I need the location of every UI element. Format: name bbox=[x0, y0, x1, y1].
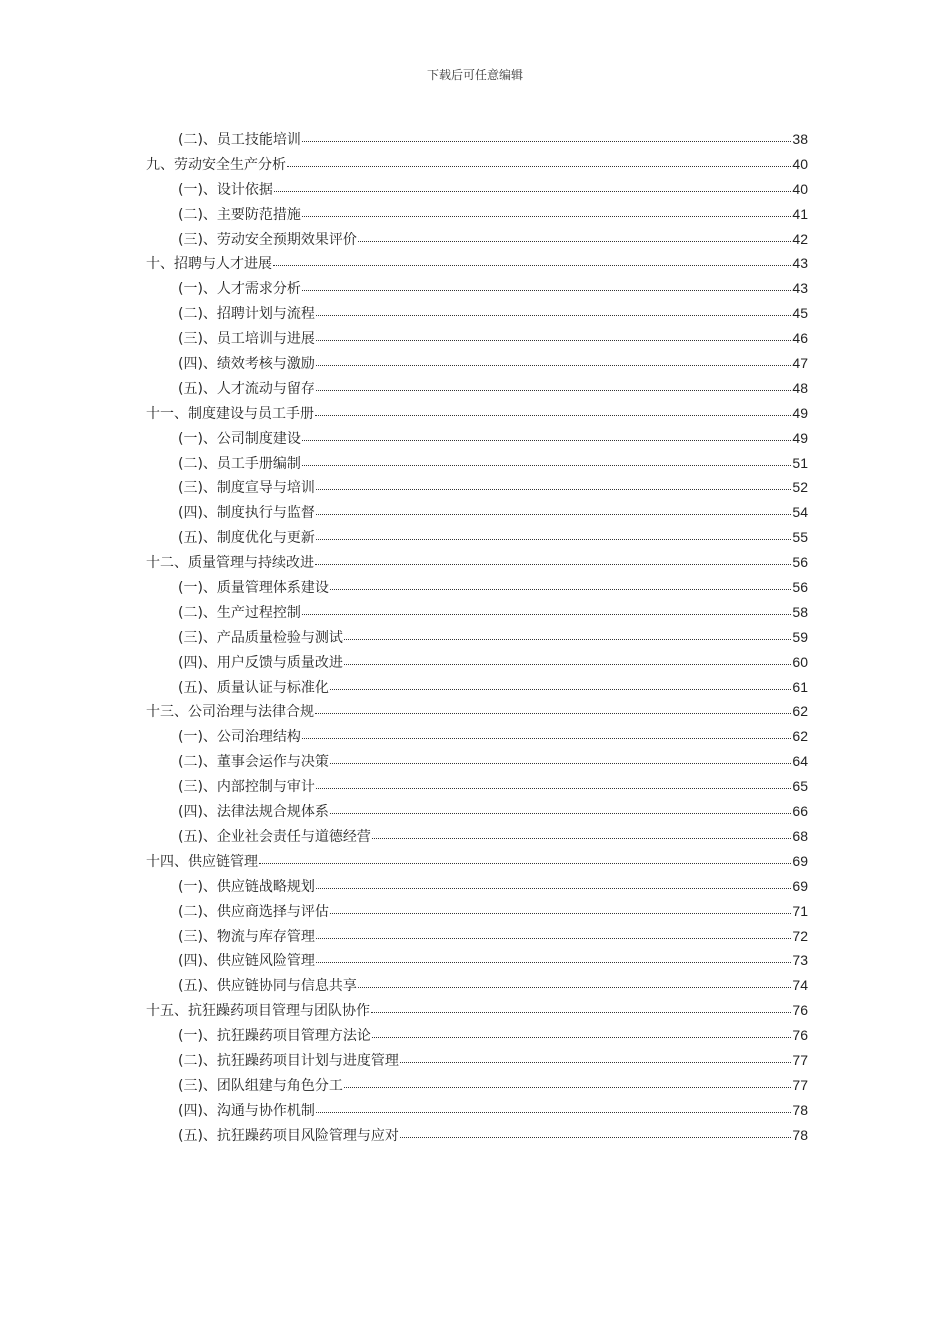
toc-entry-label: (一)、人才需求分析 bbox=[178, 281, 301, 298]
toc-entry-label: (三)、内部控制与审计 bbox=[178, 779, 315, 796]
toc-section-entry[interactable] bbox=[146, 301, 808, 326]
toc-section-entry[interactable] bbox=[146, 874, 808, 899]
toc-entry-page-number: 46 bbox=[792, 330, 808, 347]
toc-section-entry[interactable] bbox=[146, 799, 808, 824]
toc-entry-label: (二)、董事会运作与决策 bbox=[178, 754, 329, 771]
toc-entry-page-number: 43 bbox=[792, 255, 808, 272]
toc-dot-leader bbox=[302, 286, 791, 291]
toc-entry-page-number: 43 bbox=[792, 280, 808, 297]
toc-dot-leader bbox=[316, 311, 791, 316]
toc-entry-label: (二)、抗狂躁药项目计划与进度管理 bbox=[178, 1052, 399, 1069]
toc-entry-label: (三)、员工培训与进展 bbox=[178, 331, 315, 348]
toc-section-entry[interactable] bbox=[146, 948, 808, 973]
toc-entry-label: (四)、绩效考核与激励 bbox=[178, 356, 315, 373]
toc-dot-leader bbox=[330, 759, 791, 764]
toc-section-entry[interactable] bbox=[146, 202, 808, 227]
toc-dot-leader bbox=[274, 187, 791, 192]
toc-entry-label: (二)、员工手册编制 bbox=[178, 455, 301, 472]
toc-section-entry[interactable] bbox=[146, 824, 808, 849]
toc-dot-leader bbox=[344, 635, 791, 640]
toc-entry-label: (三)、物流与库存管理 bbox=[178, 928, 315, 945]
toc-dot-leader bbox=[316, 361, 791, 366]
toc-entry-label: (五)、质量认证与标准化 bbox=[178, 679, 329, 696]
toc-dot-leader bbox=[302, 734, 791, 739]
toc-dot-leader bbox=[316, 884, 791, 889]
toc-entry-label: 九、劳动安全生产分析 bbox=[146, 156, 286, 173]
toc-section-entry[interactable] bbox=[146, 1123, 808, 1148]
toc-section-entry[interactable] bbox=[146, 924, 808, 949]
toc-dot-leader bbox=[316, 336, 791, 341]
toc-section-entry[interactable] bbox=[146, 724, 808, 749]
toc-dot-leader bbox=[330, 585, 791, 590]
toc-chapter-entry[interactable] bbox=[146, 550, 808, 575]
toc-entry-label: (一)、公司制度建设 bbox=[178, 430, 301, 447]
toc-dot-leader bbox=[344, 660, 791, 665]
toc-dot-leader bbox=[315, 560, 791, 565]
toc-section-entry[interactable] bbox=[146, 1073, 808, 1098]
toc-entry-page-number: 77 bbox=[792, 1076, 808, 1093]
toc-entry-label: (五)、人才流动与留存 bbox=[178, 380, 315, 397]
toc-entry-page-number: 68 bbox=[792, 827, 808, 844]
toc-chapter-entry[interactable] bbox=[146, 401, 808, 426]
toc-chapter-entry[interactable] bbox=[146, 998, 808, 1023]
toc-section-entry[interactable] bbox=[146, 177, 808, 202]
toc-dot-leader bbox=[316, 510, 791, 515]
toc-entry-label: (五)、抗狂躁药项目风险管理与应对 bbox=[178, 1127, 399, 1144]
toc-entry-page-number: 78 bbox=[792, 1101, 808, 1118]
toc-section-entry[interactable] bbox=[146, 1098, 808, 1123]
toc-section-entry[interactable] bbox=[146, 127, 808, 152]
toc-entry-label: (二)、生产过程控制 bbox=[178, 604, 301, 621]
toc-dot-leader bbox=[316, 934, 791, 939]
toc-entry-label: (二)、招聘计划与流程 bbox=[178, 306, 315, 323]
toc-entry-page-number: 54 bbox=[792, 504, 808, 521]
page-header: 下载后可任意编辑 bbox=[426, 68, 523, 82]
toc-chapter-entry[interactable] bbox=[146, 849, 808, 874]
toc-section-entry[interactable] bbox=[146, 376, 808, 401]
toc-entry-page-number: 45 bbox=[792, 305, 808, 322]
toc-section-entry[interactable] bbox=[146, 774, 808, 799]
toc-entry-label: (二)、员工技能培训 bbox=[178, 132, 301, 148]
toc-section-entry[interactable] bbox=[146, 227, 808, 252]
toc-dot-leader bbox=[358, 983, 791, 988]
toc-section-entry[interactable] bbox=[146, 351, 808, 376]
toc-entry-page-number: 62 bbox=[792, 703, 808, 720]
toc-entry-label: (一)、质量管理体系建设 bbox=[178, 580, 329, 597]
toc-entry-page-number: 56 bbox=[792, 554, 808, 571]
toc-entry-page-number: 71 bbox=[792, 902, 808, 919]
toc-entry-page-number: 41 bbox=[792, 205, 808, 222]
toc-entry-page-number: 61 bbox=[792, 678, 808, 695]
toc-entry-page-number: 69 bbox=[792, 877, 808, 894]
toc-dot-leader bbox=[330, 809, 791, 814]
toc-section-entry[interactable] bbox=[146, 1023, 808, 1048]
toc-dot-leader bbox=[302, 610, 791, 615]
toc-dot-leader bbox=[400, 1133, 791, 1138]
toc-section-entry[interactable] bbox=[146, 426, 808, 451]
toc-dot-leader bbox=[371, 1008, 791, 1013]
toc-chapter-entry[interactable] bbox=[146, 251, 808, 276]
toc-section-entry[interactable] bbox=[146, 899, 808, 924]
toc-entry-page-number: 55 bbox=[792, 529, 808, 546]
toc-section-entry[interactable] bbox=[146, 625, 808, 650]
toc-dot-leader bbox=[316, 485, 791, 490]
toc-section-entry[interactable] bbox=[146, 326, 808, 351]
toc-entry-label: (一)、公司治理结构 bbox=[178, 729, 301, 746]
toc-section-entry[interactable] bbox=[146, 600, 808, 625]
toc-entry-label: 十一、制度建设与员工手册 bbox=[146, 405, 314, 422]
toc-dot-leader bbox=[302, 212, 791, 217]
toc-entry-label: (五)、企业社会责任与道德经营 bbox=[178, 828, 371, 845]
toc-entry-page-number: 58 bbox=[792, 603, 808, 620]
toc-dot-leader bbox=[316, 386, 791, 391]
toc-dot-leader bbox=[330, 909, 791, 914]
toc-entry-page-number: 74 bbox=[792, 977, 808, 994]
toc-entry-page-number: 66 bbox=[792, 803, 808, 820]
toc-entry-label: (四)、法律法规合规体系 bbox=[178, 804, 329, 821]
toc-entry-label: 十二、质量管理与持续改进 bbox=[146, 555, 314, 572]
toc-section-entry[interactable] bbox=[146, 451, 808, 476]
toc-dot-leader bbox=[316, 535, 791, 540]
toc-entry-label: 十四、供应链管理 bbox=[146, 853, 258, 870]
toc-section-entry[interactable] bbox=[146, 475, 808, 500]
toc-dot-leader bbox=[372, 834, 791, 839]
toc-dot-leader bbox=[316, 784, 791, 789]
toc-entry-label: (四)、供应链风险管理 bbox=[178, 953, 315, 970]
toc-entry-page-number: 40 bbox=[792, 180, 808, 197]
toc-entry-label: (四)、沟通与协作机制 bbox=[178, 1102, 315, 1119]
toc-entry-page-number: 64 bbox=[792, 753, 808, 770]
toc-dot-leader bbox=[302, 137, 791, 142]
toc-entry-page-number: 49 bbox=[792, 429, 808, 446]
toc-entry-page-number: 56 bbox=[792, 579, 808, 596]
toc-entry-label: (三)、劳动安全预期效果评价 bbox=[178, 231, 357, 248]
toc-dot-leader bbox=[330, 685, 791, 690]
toc-dot-leader bbox=[358, 237, 791, 242]
toc-dot-leader bbox=[372, 1033, 791, 1038]
toc-entry-page-number: 72 bbox=[792, 927, 808, 944]
toc-entry-label: 十、招聘与人才进展 bbox=[146, 256, 272, 273]
toc-dot-leader bbox=[400, 1058, 791, 1063]
toc-entry-label: (三)、产品质量检验与测试 bbox=[178, 629, 343, 646]
toc-entry-page-number: 42 bbox=[792, 230, 808, 247]
toc-entry-page-number: 47 bbox=[792, 355, 808, 372]
toc-dot-leader bbox=[302, 461, 791, 466]
toc-dot-leader bbox=[259, 859, 791, 864]
toc-entry-page-number: 38 bbox=[792, 131, 808, 147]
toc-entry-label: (一)、设计依据 bbox=[178, 181, 273, 198]
toc-entry-page-number: 48 bbox=[792, 379, 808, 396]
toc-entry-label: (三)、团队组建与角色分工 bbox=[178, 1077, 343, 1094]
table-of-contents bbox=[146, 127, 808, 1148]
toc-entry-label: (四)、制度执行与监督 bbox=[178, 505, 315, 522]
toc-entry-page-number: 49 bbox=[792, 404, 808, 421]
toc-entry-label: 十五、抗狂躁药项目管理与团队协作 bbox=[146, 1003, 370, 1020]
toc-entry-label: (三)、制度宣导与培训 bbox=[178, 480, 315, 497]
toc-entry-page-number: 40 bbox=[792, 155, 808, 172]
toc-entry-label: (一)、供应链战略规划 bbox=[178, 878, 315, 895]
toc-entry-page-number: 69 bbox=[792, 852, 808, 869]
toc-dot-leader bbox=[273, 261, 791, 266]
toc-dot-leader bbox=[316, 1108, 791, 1113]
toc-entry-page-number: 59 bbox=[792, 628, 808, 645]
toc-entry-page-number: 76 bbox=[792, 1027, 808, 1044]
toc-section-entry[interactable] bbox=[146, 749, 808, 774]
toc-section-entry[interactable] bbox=[146, 500, 808, 525]
toc-entry-label: (二)、主要防范措施 bbox=[178, 206, 301, 223]
toc-entry-label: (五)、供应链协同与信息共享 bbox=[178, 978, 357, 995]
toc-entry-page-number: 76 bbox=[792, 1002, 808, 1019]
toc-entry-page-number: 77 bbox=[792, 1051, 808, 1068]
toc-dot-leader bbox=[315, 709, 791, 714]
toc-entry-label: 十三、公司治理与法律合规 bbox=[146, 704, 314, 721]
toc-section-entry[interactable] bbox=[146, 973, 808, 998]
toc-section-entry[interactable] bbox=[146, 276, 808, 301]
toc-entry-page-number: 73 bbox=[792, 952, 808, 969]
toc-dot-leader bbox=[287, 162, 791, 167]
toc-entry-page-number: 51 bbox=[792, 454, 808, 471]
toc-dot-leader bbox=[315, 411, 791, 416]
toc-dot-leader bbox=[344, 1083, 791, 1088]
toc-entry-page-number: 78 bbox=[792, 1126, 808, 1143]
toc-entry-page-number: 60 bbox=[792, 653, 808, 670]
toc-chapter-entry[interactable] bbox=[146, 152, 808, 177]
toc-section-entry[interactable] bbox=[146, 575, 808, 600]
toc-entry-page-number: 65 bbox=[792, 778, 808, 795]
toc-entry-page-number: 62 bbox=[792, 728, 808, 745]
toc-dot-leader bbox=[316, 958, 791, 963]
toc-entry-label: (四)、用户反馈与质量改进 bbox=[178, 654, 343, 671]
toc-entry-label: (一)、抗狂躁药项目管理方法论 bbox=[178, 1028, 371, 1045]
toc-dot-leader bbox=[302, 436, 791, 441]
toc-entry-label: (五)、制度优化与更新 bbox=[178, 530, 315, 547]
toc-entry-label: (二)、供应商选择与评估 bbox=[178, 903, 329, 920]
toc-section-entry[interactable] bbox=[146, 675, 808, 700]
toc-section-entry[interactable] bbox=[146, 650, 808, 675]
toc-chapter-entry[interactable] bbox=[146, 699, 808, 724]
toc-entry-page-number: 52 bbox=[792, 479, 808, 496]
toc-section-entry[interactable] bbox=[146, 1048, 808, 1073]
toc-section-entry[interactable] bbox=[146, 525, 808, 550]
